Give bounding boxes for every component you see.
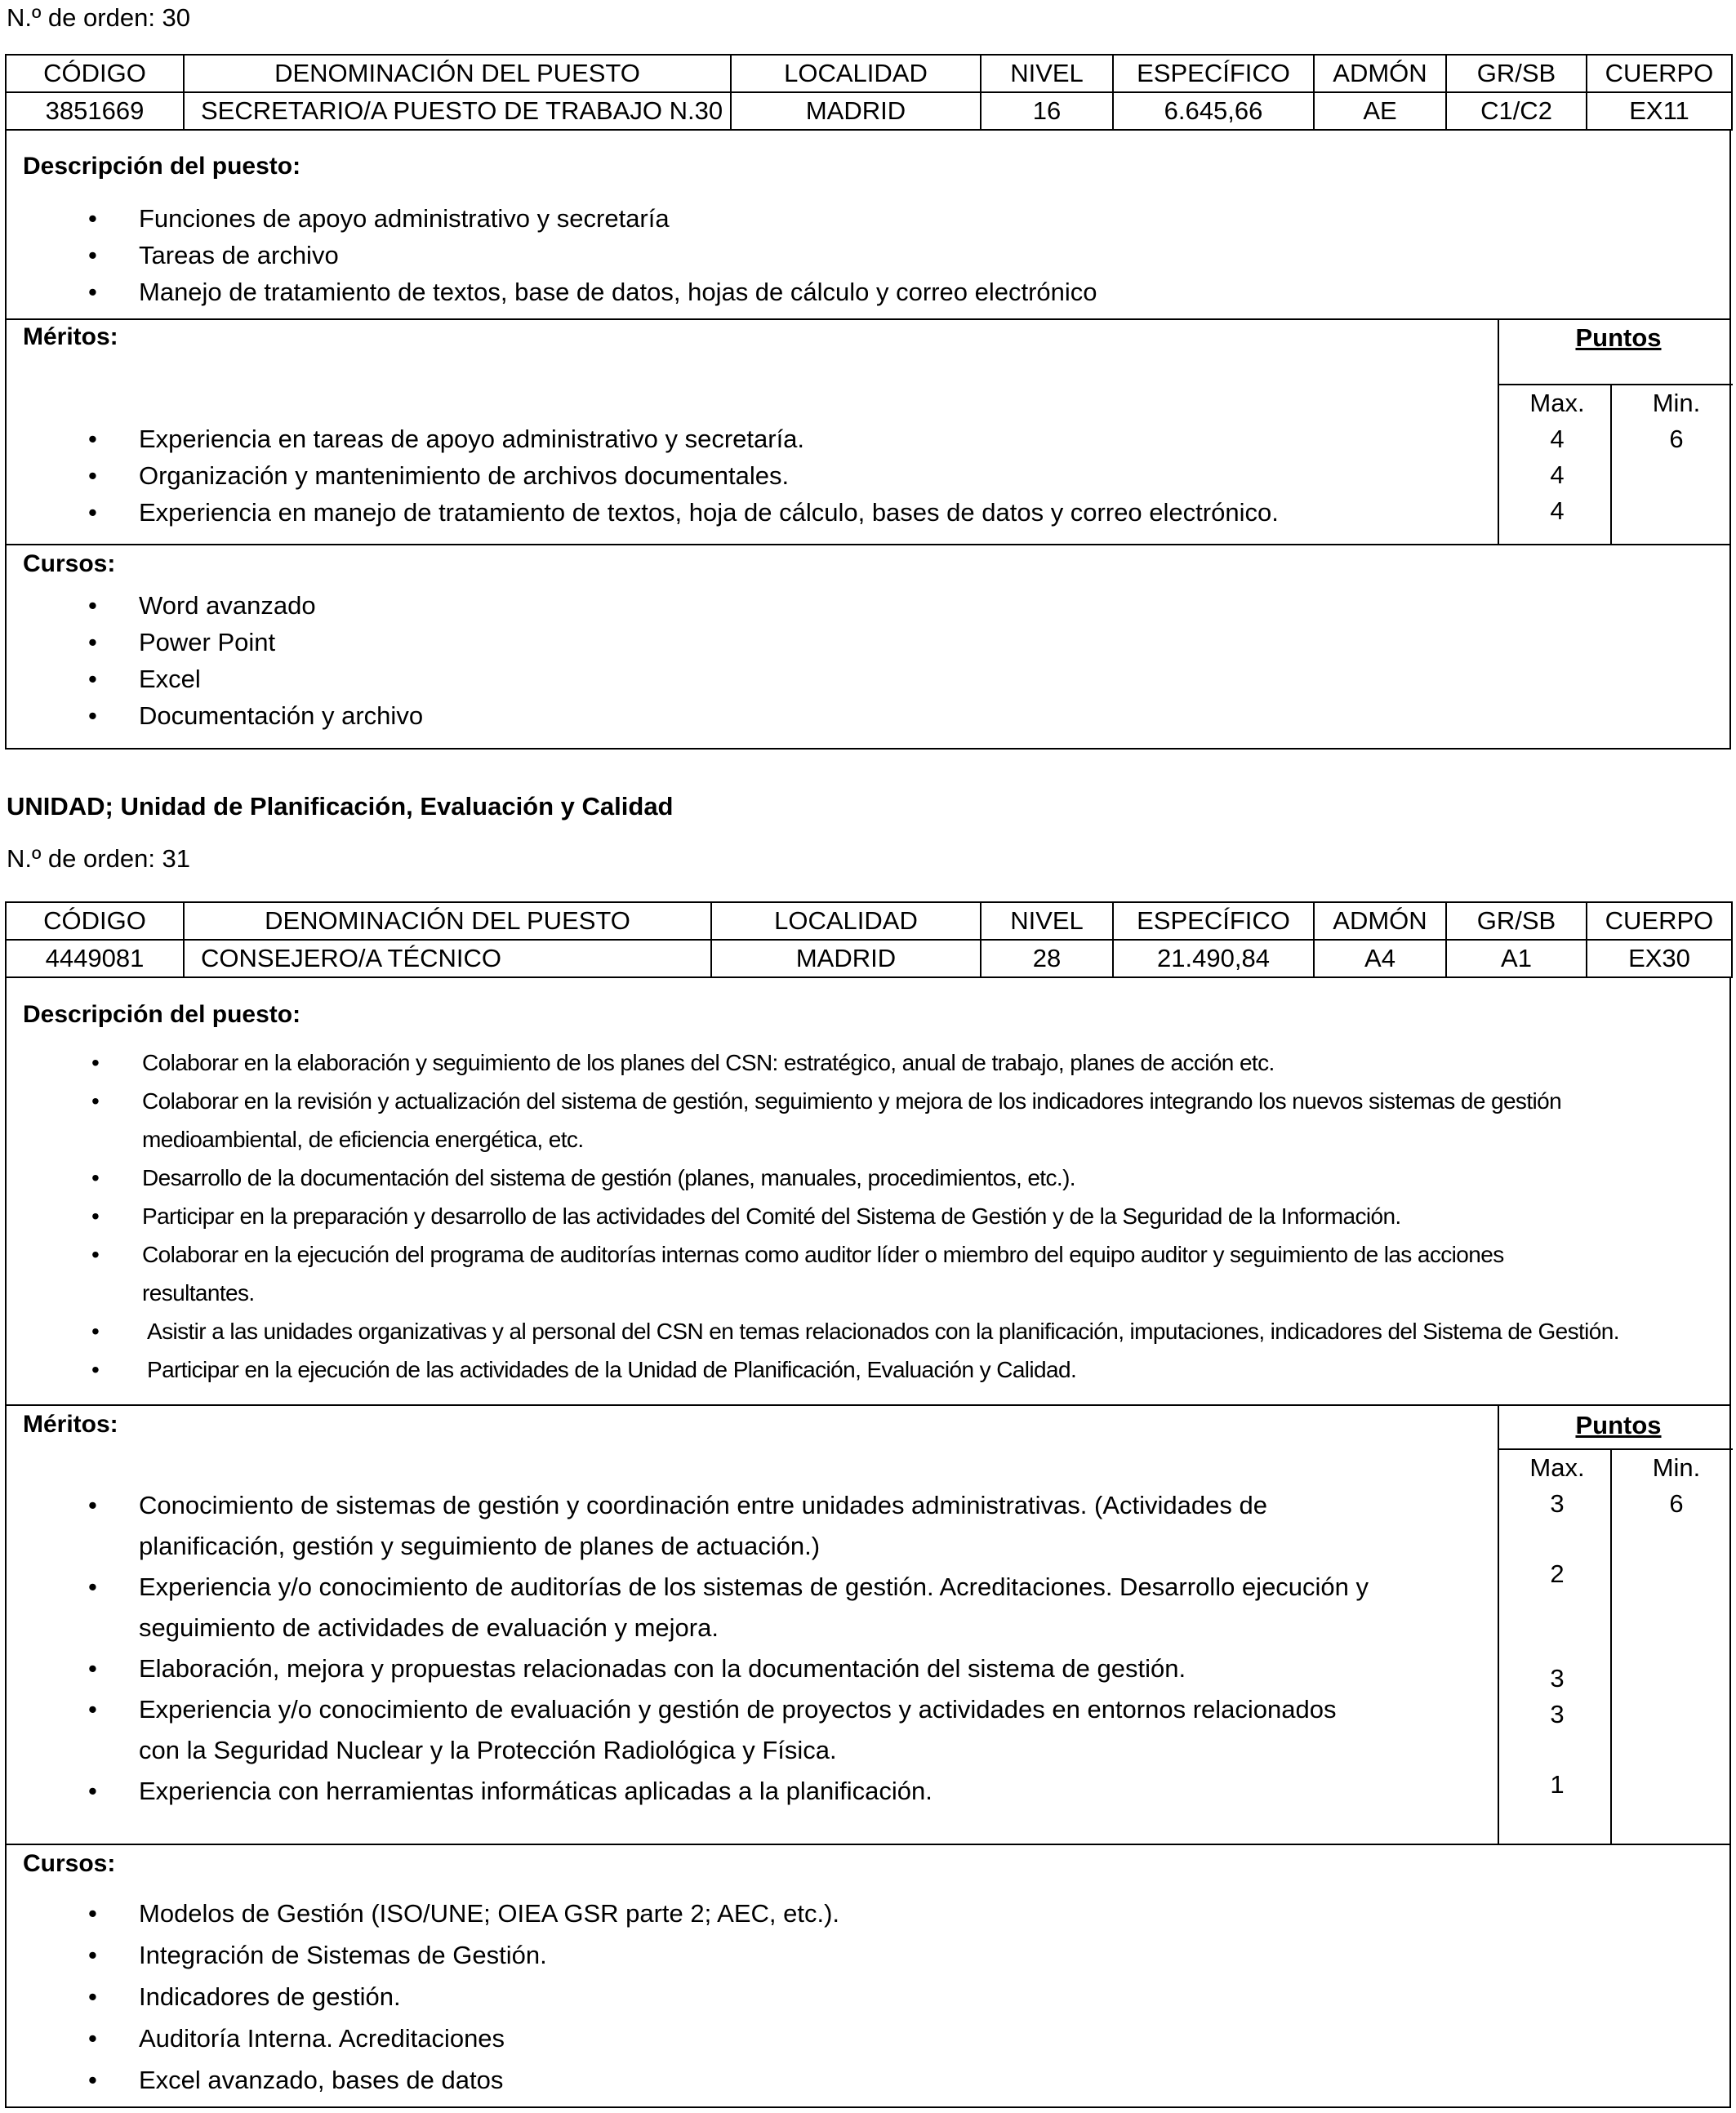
cursos-title: Cursos: <box>23 1850 116 1877</box>
puntos-title: Puntos <box>1575 323 1662 352</box>
list-item: • Participar en la ejecución de las actividades de la Unidad de Planificación, Evaluación y Calidad. <box>91 1357 1077 1382</box>
unidad-heading: UNIDAD; Unidad de Planificación, Evaluación y Calidad <box>7 792 674 821</box>
list-item: • Modelos de Gestión (ISO/UNE; OIEA GSR parte 2; AEC, etc.). <box>88 1899 840 1928</box>
list-item: • Elaboración, mejora y propuestas relacionadas con la documentación del sistema de gestión. <box>88 1654 1186 1683</box>
cell-admon: A4 <box>1314 940 1446 977</box>
list-item: • Participar en la preparación y desarrollo de las actividades del Comité del Sistema de Gestión y de la Seguridad de la Información. <box>91 1203 1401 1229</box>
cell-especifico: 6.645,66 <box>1113 92 1314 130</box>
list-item: • Indicadores de gestión. <box>88 1982 401 2011</box>
cell-nivel: 28 <box>981 940 1113 977</box>
puntos-underline <box>1498 1448 1733 1450</box>
list-item: • Funciones de apoyo administrativo y secretaría <box>88 204 670 233</box>
table-header-row <box>6 902 1732 940</box>
position-table <box>5 901 1733 978</box>
list-item: • Experiencia y/o conocimiento de evaluación y gestión de proyectos y actividades en entornos relacionados <box>88 1695 1337 1724</box>
list-item: • Auditoría Interna. Acreditaciones <box>88 2024 505 2053</box>
descripcion-list <box>88 204 1097 314</box>
header-especifico: ESPECÍFICO <box>1113 902 1314 940</box>
list-item-continuation: planificación, gestión y seguimiento de planes de actuación.) <box>139 1532 821 1560</box>
list-item: • Word avanzado <box>88 591 316 620</box>
order-number: N.º de orden: 30 <box>7 3 191 32</box>
position-table <box>5 54 1733 131</box>
header-cuerpo: CUERPO <box>1587 55 1732 92</box>
header-especifico: ESPECÍFICO <box>1113 55 1314 92</box>
table-header-row <box>6 55 1732 92</box>
max-label: Max. <box>1529 1453 1585 1482</box>
meritos-title: Méritos: <box>23 323 118 350</box>
max-min-divider <box>1610 1448 1612 1844</box>
max-value: 4 <box>1550 496 1565 525</box>
table-row <box>6 92 1732 130</box>
cell-cuerpo: EX11 <box>1587 92 1732 130</box>
cursos-section <box>5 544 1731 750</box>
descripcion-section <box>5 131 1731 320</box>
descripcion-section <box>5 978 1731 1406</box>
table-row <box>6 940 1732 977</box>
min-value: 6 <box>1669 1489 1684 1518</box>
min-label: Min. <box>1652 1453 1701 1482</box>
header-denominacion: DENOMINACIÓN DEL PUESTO <box>184 902 711 940</box>
list-item-continuation: con la Seguridad Nuclear y la Protección Radiológica y Física. <box>139 1736 837 1764</box>
min-label: Min. <box>1652 389 1701 417</box>
list-item-continuation: seguimiento de actividades de evaluación y mejora. <box>139 1613 719 1642</box>
header-nivel: NIVEL <box>981 55 1113 92</box>
cell-grsb: C1/C2 <box>1446 92 1587 130</box>
descripcion-title: Descripción del puesto: <box>23 1001 301 1028</box>
cell-denominacion: SECRETARIO/A PUESTO DE TRABAJO N.30 <box>184 92 731 130</box>
cursos-title: Cursos: <box>23 550 116 577</box>
descripcion-list <box>91 1050 1619 1395</box>
list-item: • Integración de Sistemas de Gestión. <box>88 1941 547 1969</box>
list-item: • Experiencia en tareas de apoyo administrativo y secretaría. <box>88 425 805 453</box>
list-item-continuation: medioambiental, de eficiencia energética, etc. <box>142 1127 584 1152</box>
max-value: 4 <box>1550 460 1565 489</box>
cell-admon: AE <box>1314 92 1446 130</box>
meritos-section <box>5 318 1731 545</box>
cell-grsb: A1 <box>1446 940 1587 977</box>
cell-codigo: 4449081 <box>6 940 184 977</box>
cell-localidad: MADRID <box>711 940 981 977</box>
header-grsb: GR/SB <box>1446 55 1587 92</box>
cursos-list <box>88 591 424 738</box>
cell-codigo: 3851669 <box>6 92 184 130</box>
list-item: • Desarrollo de la documentación del sistema de gestión (planes, manuales, procedimientos, etc.). <box>91 1165 1075 1190</box>
header-denominacion: DENOMINACIÓN DEL PUESTO <box>184 55 731 92</box>
max-value: 3 <box>1550 1700 1565 1728</box>
list-item: • Tareas de archivo <box>88 241 339 269</box>
max-value: 1 <box>1550 1770 1565 1799</box>
header-localidad: LOCALIDAD <box>731 55 981 92</box>
header-localidad: LOCALIDAD <box>711 902 981 940</box>
max-min-divider <box>1610 384 1612 544</box>
cursos-list <box>88 1899 840 2107</box>
cell-nivel: 16 <box>981 92 1113 130</box>
max-value: 3 <box>1550 1664 1565 1693</box>
cell-localidad: MADRID <box>731 92 981 130</box>
cell-denominacion: CONSEJERO/A TÉCNICO <box>184 940 711 977</box>
list-item: • Power Point <box>88 628 276 656</box>
meritos-list <box>88 425 1279 535</box>
header-codigo: CÓDIGO <box>6 902 184 940</box>
list-item: • Colaborar en la ejecución del programa de auditorías internas como auditor líder o miembro del equipo auditor y seguimiento de las acciones <box>91 1242 1504 1267</box>
header-nivel: NIVEL <box>981 902 1113 940</box>
max-label: Max. <box>1529 389 1585 417</box>
list-item: • Colaborar en la revisión y actualización del sistema de gestión, seguimiento y mejora de los indicadores integrando los nuevos sistemas de gestión <box>91 1088 1562 1114</box>
header-cuerpo: CUERPO <box>1587 902 1732 940</box>
max-value: 4 <box>1550 425 1565 453</box>
header-admon: ADMÓN <box>1314 55 1446 92</box>
meritos-title: Méritos: <box>23 1411 118 1438</box>
list-item: • Documentación y archivo <box>88 701 424 730</box>
puntos-divider <box>1498 318 1499 544</box>
descripcion-title: Descripción del puesto: <box>23 153 301 180</box>
header-admon: ADMÓN <box>1314 902 1446 940</box>
list-item: • Excel avanzado, bases de datos <box>88 2066 504 2094</box>
list-item: • Experiencia en manejo de tratamiento de textos, hoja de cálculo, bases de datos y correo electrónico. <box>88 498 1279 527</box>
cursos-section <box>5 1844 1731 2108</box>
max-value: 3 <box>1550 1489 1565 1518</box>
list-item: • Colaborar en la elaboración y seguimiento de los planes del CSN: estratégico, anual de trabajo, planes de acción etc. <box>91 1050 1275 1075</box>
list-item: • Conocimiento de sistemas de gestión y coordinación entre unidades administrativas. (Actividades de <box>88 1491 1267 1519</box>
list-item-continuation: resultantes. <box>142 1280 255 1306</box>
list-item: • Asistir a las unidades organizativas y al personal del CSN en temas relacionados con la planificación, imputaciones, indicadores del Sistema de Gestión. <box>91 1319 1619 1344</box>
puntos-divider <box>1498 1404 1499 1844</box>
list-item: • Excel <box>88 665 201 693</box>
header-grsb: GR/SB <box>1446 902 1587 940</box>
list-item: • Manejo de tratamiento de textos, base de datos, hojas de cálculo y correo electrónico <box>88 278 1097 306</box>
meritos-section <box>5 1404 1731 1845</box>
max-value: 2 <box>1550 1559 1565 1588</box>
min-value: 6 <box>1669 425 1684 453</box>
cell-cuerpo: EX30 <box>1587 940 1732 977</box>
list-item: • Organización y mantenimiento de archivos documentales. <box>88 461 790 490</box>
puntos-underline <box>1498 384 1733 385</box>
cell-especifico: 21.490,84 <box>1113 940 1314 977</box>
order-number: N.º de orden: 31 <box>7 844 191 873</box>
meritos-list <box>88 1491 1369 1817</box>
puntos-title: Puntos <box>1575 1411 1662 1439</box>
list-item: • Experiencia con herramientas informáticas aplicadas a la planificación. <box>88 1777 933 1805</box>
list-item: • Experiencia y/o conocimiento de auditorías de los sistemas de gestión. Acreditaciones. Desarrollo ejecución y <box>88 1573 1369 1601</box>
header-codigo: CÓDIGO <box>6 55 184 92</box>
